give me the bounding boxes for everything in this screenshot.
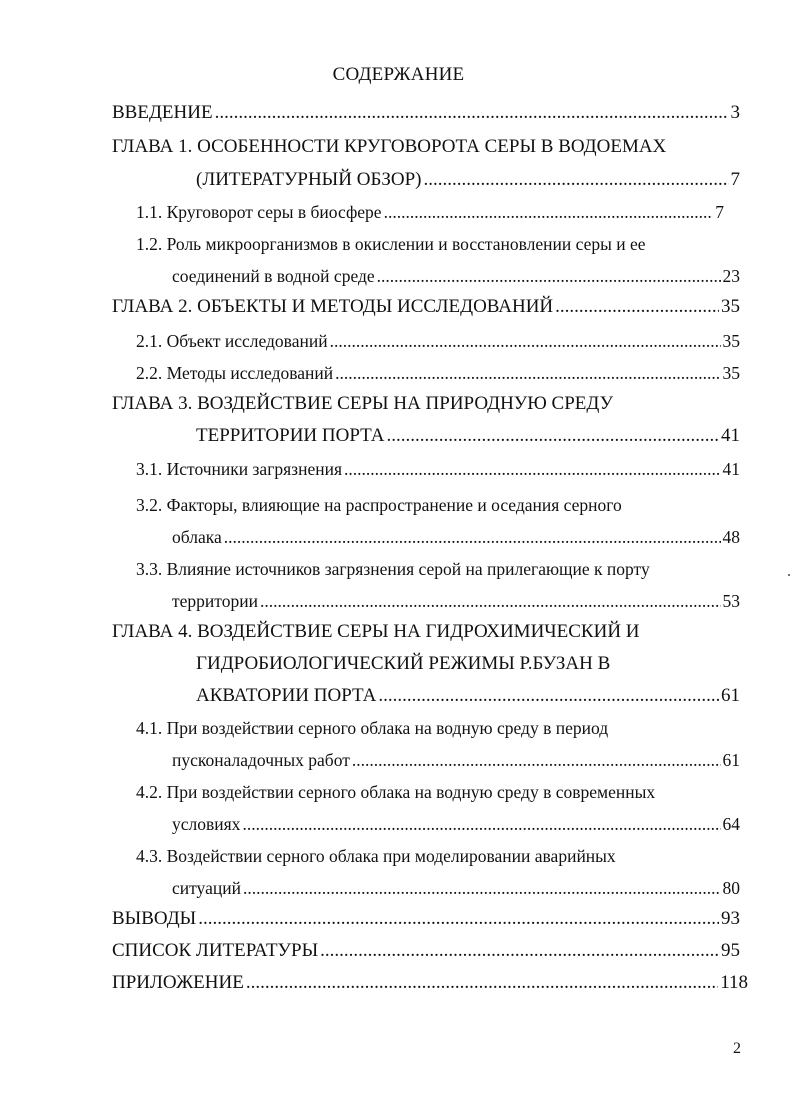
leader-dots <box>424 169 729 191</box>
toc-page-number: 7 <box>730 169 740 190</box>
scan-speck <box>788 574 790 576</box>
toc-entry-title: 1.1. Круговорот серы в биосфере <box>136 202 382 222</box>
toc-entry-chapter-4[interactable] <box>196 685 740 715</box>
leader-dots <box>224 527 721 548</box>
toc-entry-conclusions[interactable] <box>112 908 740 938</box>
toc-entry-title: 3.1. Источники загрязнения <box>136 459 343 479</box>
toc-entry-2-2[interactable] <box>136 363 740 393</box>
toc-page-number: 35 <box>721 296 740 317</box>
toc-entry-2-1[interactable] <box>136 331 740 361</box>
toc-entry-title: ТЕРРИТОРИИ ПОРТА <box>196 425 385 446</box>
toc-section-3-2-line1[interactable]: 3.2. Факторы, влияющие на распространение и оседания серного <box>136 495 622 515</box>
toc-entry-title: ВЫВОДЫ <box>112 908 197 929</box>
toc-entry-3-1[interactable] <box>136 459 740 489</box>
leader-dots <box>352 750 721 771</box>
page-title: СОДЕРЖАНИЕ <box>332 64 465 85</box>
toc-entry-1-2[interactable] <box>172 266 740 296</box>
toc-page-number: 23 <box>722 266 740 286</box>
toc-entry-chapter-2[interactable] <box>112 296 740 326</box>
toc-entry-title: ситуаций <box>172 878 241 898</box>
toc-section-3-3-line1[interactable]: 3.3. Влияние источников загрязнения серой на прилегающие к порту <box>136 559 650 579</box>
toc-entry-3-2[interactable] <box>172 527 740 557</box>
leader-dots <box>387 425 719 447</box>
leader-dots <box>260 591 721 612</box>
leader-dots <box>335 363 720 384</box>
toc-entry-4-1[interactable] <box>172 750 740 780</box>
toc-entry-title: условиях <box>172 814 241 834</box>
toc-chapter-3-line1[interactable]: ГЛАВА 3. ВОЗДЕЙСТВИЕ СЕРЫ НА ПРИРОДНУЮ СРЕДУ <box>112 393 614 414</box>
toc-page-number: 41 <box>721 425 740 446</box>
toc-entry-title: территории <box>172 591 258 611</box>
toc-entry-1-1[interactable] <box>136 202 724 232</box>
toc-entry-title: ВВЕДЕНИЕ <box>112 102 213 123</box>
toc-section-1-2-line1[interactable]: 1.2. Роль микроорганизмов в окислении и восстановлении серы и ее <box>136 234 646 254</box>
toc-section-4-3-line1[interactable]: 4.3. Воздействии серного облака при моделировании аварийных <box>136 846 616 866</box>
toc-page-number: 48 <box>722 527 740 547</box>
leader-dots <box>242 814 720 835</box>
toc-entry-4-2[interactable] <box>172 814 740 844</box>
toc-entry-title: (ЛИТЕРАТУРНЫЙ ОБЗОР) <box>196 169 422 190</box>
toc-page-number: 61 <box>722 750 740 770</box>
toc-page-number: 118 <box>720 972 748 993</box>
toc-entry-chapter-3[interactable] <box>196 425 740 455</box>
toc-page-number: 35 <box>722 331 740 351</box>
toc-entry-3-3[interactable] <box>172 591 740 621</box>
leader-dots <box>378 685 719 707</box>
toc-page-number: 93 <box>721 908 740 929</box>
toc-entry-title: ПРИЛОЖЕНИЕ <box>112 972 244 993</box>
toc-section-4-2-line1[interactable]: 4.2. При воздействии серного облака на водную среду в современных <box>136 782 656 802</box>
toc-entry-title: пусконаладочных работ <box>172 750 350 770</box>
leader-dots <box>377 266 721 287</box>
toc-entry-title: АКВАТОРИИ ПОРТА <box>196 685 377 706</box>
leader-dots <box>330 331 721 352</box>
leader-dots <box>215 102 729 124</box>
toc-entry-title: 2.1. Объект исследований <box>136 331 328 351</box>
leader-dots <box>243 878 721 899</box>
toc-page-number: 7 <box>715 202 724 222</box>
toc-entry-intro[interactable] <box>112 102 740 132</box>
leader-dots <box>344 459 720 480</box>
toc-entry-appendix[interactable] <box>112 972 748 1002</box>
toc-section-4-1-line1[interactable]: 4.1. При воздействии серного облака на водную среду в период <box>136 718 609 738</box>
toc-page-number: 3 <box>730 102 740 123</box>
leader-dots <box>320 940 719 962</box>
toc-entry-references[interactable] <box>112 940 740 970</box>
toc-page-number: 95 <box>721 940 740 961</box>
leader-dots <box>246 972 718 994</box>
toc-entry-chapter-1[interactable] <box>196 169 740 199</box>
toc-entry-title: СПИСОК ЛИТЕРАТУРЫ <box>112 940 319 961</box>
leader-dots <box>555 296 719 318</box>
toc-entry-4-3[interactable] <box>172 878 740 908</box>
toc-page-number: 61 <box>721 685 740 706</box>
toc-page-number: 80 <box>722 878 740 898</box>
toc-page-number: 53 <box>722 591 740 611</box>
toc-entry-title: соединений в водной среде <box>172 266 375 286</box>
leader-dots <box>198 908 719 930</box>
toc-entry-title: облака <box>172 527 222 547</box>
toc-page-number: 35 <box>722 363 740 383</box>
toc-page-number: 41 <box>722 459 740 479</box>
page-number: 2 <box>733 1040 741 1057</box>
toc-chapter-4-line2[interactable]: ГИДРОБИОЛОГИЧЕСКИЙ РЕЖИМЫ Р.БУЗАН В <box>196 653 611 674</box>
toc-chapter-1-line1[interactable]: ГЛАВА 1. ОСОБЕННОСТИ КРУГОВОРОТА СЕРЫ В ВОДОЕМАХ <box>112 136 667 157</box>
leader-dots <box>384 202 714 223</box>
toc-chapter-4-line1[interactable]: ГЛАВА 4. ВОЗДЕЙСТВИЕ СЕРЫ НА ГИДРОХИМИЧЕСКИЙ И <box>112 621 640 642</box>
toc-page-number: 64 <box>722 814 740 834</box>
toc-entry-title: 2.2. Методы исследований <box>136 363 334 383</box>
toc-entry-title: ГЛАВА 2. ОБЪЕКТЫ И МЕТОДЫ ИССЛЕДОВАНИЙ <box>112 296 554 317</box>
